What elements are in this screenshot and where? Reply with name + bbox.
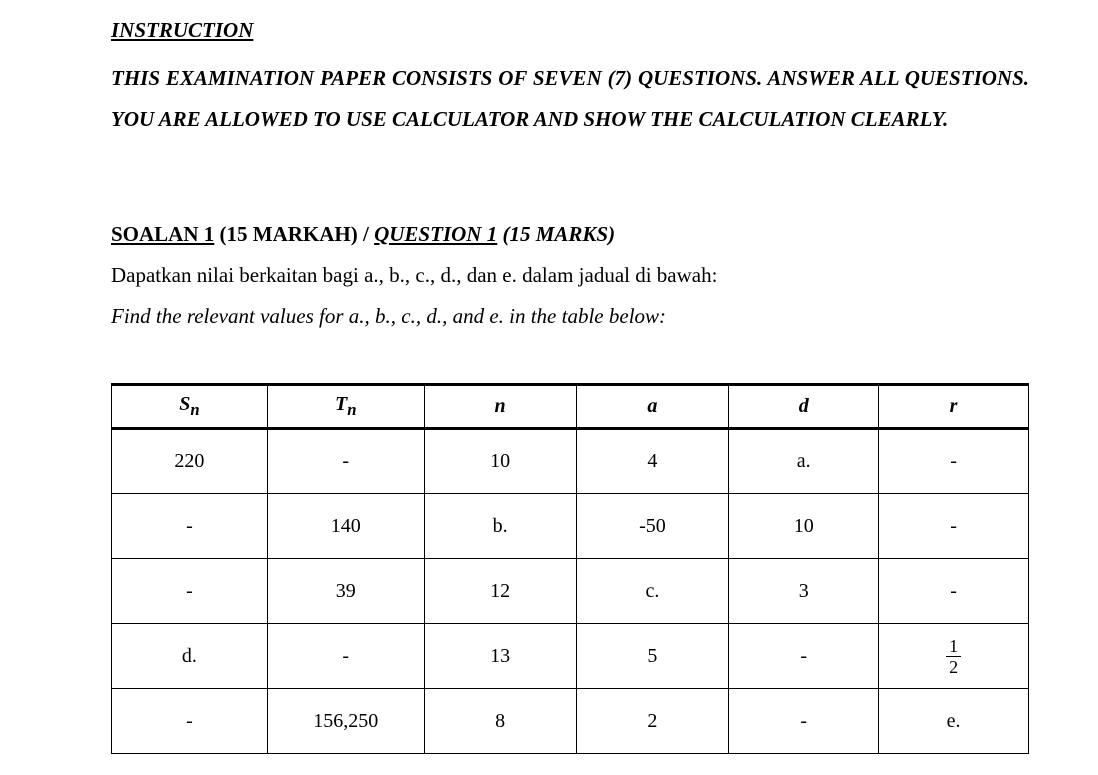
table-cell: - [112,559,268,624]
table-cell: a. [729,429,879,494]
table-cell: 4 [576,429,729,494]
table-cell: - [729,689,879,754]
table-cell: b. [424,494,576,559]
table-cell: - [879,429,1029,494]
table-cell: 8 [424,689,576,754]
header-n: n [424,385,576,429]
table-cell: 156,250 [267,689,424,754]
table-cell: 12 [424,559,576,624]
table-cell: - [729,624,879,689]
instruction-text: THIS EXAMINATION PAPER CONSISTS OF SEVEN (7) QUESTIONS. ANSWER ALL QUESTIONS. YOU ARE ALLOWED TO USE CALCULATOR AND SHOW THE CALCULATION CLEARLY. [111,66,1029,131]
table-row [112,429,1029,494]
table-cell [879,624,1029,689]
table-header-row [112,385,1029,429]
table-cell: 3 [729,559,879,624]
question-label-english: QUESTION 1 [374,222,498,246]
fraction-numerator: 1 [946,636,961,657]
question-text-english: Find the relevant values for a., b., c., d., and e. in the table below: [111,304,667,328]
header-d: d [729,385,879,429]
table-cell: 5 [576,624,729,689]
table-cell: - [112,689,268,754]
table-cell: - [879,559,1029,624]
question-title [111,222,615,247]
question-text-malay: Dapatkan nilai berkaitan bagi a., b., c., d., dan e. dalam jadual di bawah: [111,263,718,287]
table-cell: - [267,624,424,689]
header-sn: $S_n$ [112,385,268,429]
table-cell: 39 [267,559,424,624]
fraction-value [946,636,961,677]
table-cell: - [879,494,1029,559]
table-cell: d. [112,624,268,689]
header-a: a [576,385,729,429]
table-cell: 13 [424,624,576,689]
table-cell: 2 [576,689,729,754]
values-table [111,383,1029,754]
table-cell: - [112,494,268,559]
table-cell: 10 [424,429,576,494]
table-row [112,624,1029,689]
header-r: r [879,385,1029,429]
table-cell: 10 [729,494,879,559]
table-row [112,559,1029,624]
header-tn: $T_n$ [267,385,424,429]
table-cell: -50 [576,494,729,559]
fraction-denominator: 2 [949,656,959,677]
question-marks-malay: (15 MARKAH) / [214,222,375,246]
table-cell: e. [879,689,1029,754]
table-row [112,689,1029,754]
question-label-malay: SOALAN 1 [111,222,215,246]
instruction-heading: INSTRUCTION [111,18,254,42]
table-cell: 220 [112,429,268,494]
table-cell: 140 [267,494,424,559]
question-marks-english: (15 MARKS) [497,222,616,246]
table-cell: - [267,429,424,494]
table-cell: c. [576,559,729,624]
table-row [112,494,1029,559]
